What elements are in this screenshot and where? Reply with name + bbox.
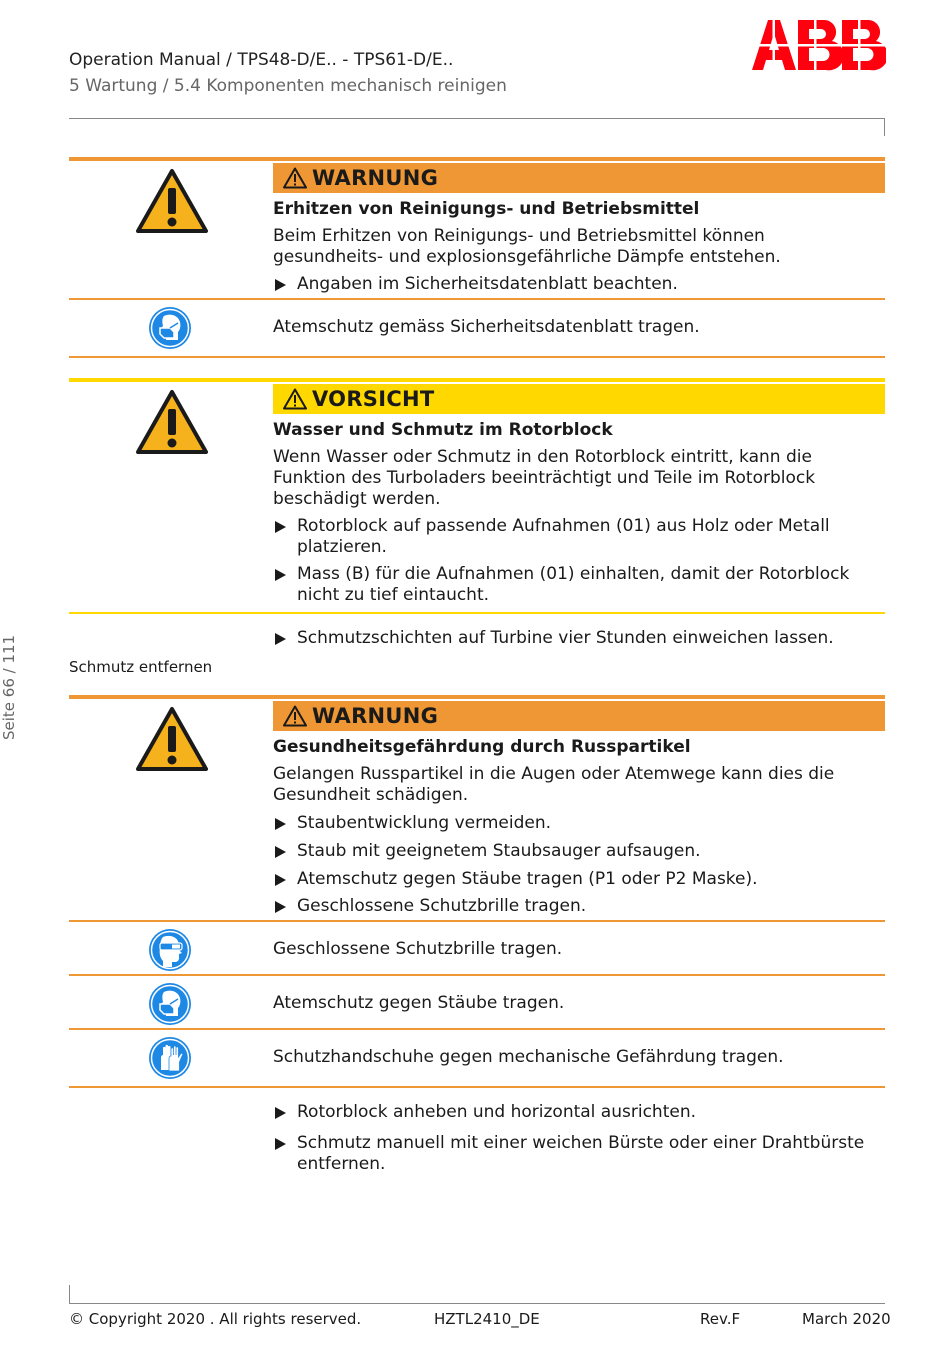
hazard-text: Gelangen Russpartikel in die Augen oder Atemwege kann dies die Gesundheit schädigen. bbox=[273, 764, 835, 805]
signal-word: WARNUNG bbox=[312, 166, 439, 190]
ppe-instruction: Atemschutz gemäss Sicherheitsdatenblatt tragen. bbox=[273, 317, 700, 337]
instruction-item: Rotorblock anheben und horizontal ausrichten. bbox=[273, 1102, 873, 1123]
footer-rule bbox=[69, 1303, 885, 1304]
warning-triangle-icon bbox=[283, 705, 307, 727]
warning-triangle-icon bbox=[283, 167, 307, 189]
arrow-bullet-icon bbox=[275, 846, 286, 858]
hazard-warning-icon bbox=[136, 706, 208, 772]
arrow-bullet-icon bbox=[275, 901, 286, 913]
page-number-vertical: Seite 66 / 111 bbox=[0, 634, 18, 740]
copyright: © Copyright 2020 . All rights reserved. bbox=[69, 1310, 362, 1328]
instruction-item: Staub mit geeignetem Staubsauger aufsaugen. bbox=[273, 841, 873, 862]
warning-top-rule bbox=[69, 157, 885, 161]
warning-top-rule bbox=[69, 695, 885, 699]
respirator-icon bbox=[148, 982, 192, 1026]
gloves-icon bbox=[148, 1036, 192, 1080]
instruction-item: Mass (B) für die Aufnahmen (01) einhalten, damit der Rotorblock nicht zu tief eintaucht. bbox=[273, 564, 873, 606]
goggles-icon bbox=[148, 928, 192, 972]
warning-bottom-rule bbox=[69, 1086, 885, 1088]
publication-date: March 2020 bbox=[802, 1310, 891, 1328]
signal-word: VORSICHT bbox=[312, 387, 435, 411]
ppe-separator bbox=[69, 974, 885, 976]
ppe-separator bbox=[69, 298, 885, 300]
arrow-bullet-icon bbox=[275, 569, 286, 581]
caution-bottom-rule bbox=[69, 612, 885, 614]
hazard-heading: Gesundheitsgefährdung durch Russpartikel bbox=[273, 737, 691, 757]
warning-banner bbox=[273, 701, 885, 731]
hazard-text: Wenn Wasser oder Schmutz in den Rotorblock eintritt, kann die Funktion des Turboladers beeinträchtigt und Teile im Rotorblock beschädigt werden. bbox=[273, 447, 816, 509]
instruction-item: Staubentwicklung vermeiden. bbox=[273, 813, 873, 834]
header-rule-tick bbox=[884, 118, 885, 136]
instruction-item: Rotorblock auf passende Aufnahmen (01) aus Holz oder Metall platzieren. bbox=[273, 516, 873, 558]
abb-logo bbox=[752, 18, 886, 74]
ppe-instruction: Atemschutz gegen Stäube tragen. bbox=[273, 993, 565, 1013]
warning-triangle-icon bbox=[283, 388, 307, 410]
caution-banner bbox=[273, 384, 885, 414]
arrow-bullet-icon bbox=[275, 874, 286, 886]
signal-word: WARNUNG bbox=[312, 704, 439, 728]
hazard-text: Beim Erhitzen von Reinigungs- und Betriebsmittel können gesundheits- und explosionsgefährliche Dämpfe entstehen. bbox=[273, 226, 781, 267]
respirator-icon bbox=[148, 306, 192, 350]
hazard-caution-icon bbox=[136, 389, 208, 455]
section-breadcrumb: 5 Wartung / 5.4 Komponenten mechanisch reinigen bbox=[69, 76, 507, 96]
document-id: HZTL2410_DE bbox=[434, 1310, 540, 1328]
hazard-warning-icon bbox=[136, 168, 208, 234]
instruction-item: Geschlossene Schutzbrille tragen. bbox=[273, 896, 873, 917]
arrow-bullet-icon bbox=[275, 633, 286, 645]
warning-banner bbox=[273, 163, 885, 193]
instruction-item: Angaben im Sicherheitsdatenblatt beachten. bbox=[273, 274, 873, 295]
arrow-bullet-icon bbox=[275, 1138, 286, 1150]
arrow-bullet-icon bbox=[275, 521, 286, 533]
ppe-instruction: Schutzhandschuhe gegen mechanische Gefährdung tragen. bbox=[273, 1047, 784, 1067]
ppe-instruction: Geschlossene Schutzbrille tragen. bbox=[273, 939, 563, 959]
hazard-heading: Wasser und Schmutz im Rotorblock bbox=[273, 420, 613, 440]
header-rule bbox=[69, 118, 885, 119]
caution-top-rule bbox=[69, 378, 885, 382]
arrow-bullet-icon bbox=[275, 1107, 286, 1119]
arrow-bullet-icon bbox=[275, 279, 286, 291]
footer-rule-tick bbox=[69, 1285, 70, 1303]
ppe-separator bbox=[69, 920, 885, 922]
arrow-bullet-icon bbox=[275, 818, 286, 830]
ppe-separator bbox=[69, 1028, 885, 1030]
section-label: Schmutz entfernen bbox=[69, 658, 213, 676]
document-title: Operation Manual / TPS48-D/E.. - TPS61-D/E.. bbox=[69, 50, 454, 70]
revision: Rev.F bbox=[700, 1310, 741, 1328]
instruction-item: Atemschutz gegen Stäube tragen (P1 oder P2 Maske). bbox=[273, 869, 873, 890]
instruction-item: Schmutz manuell mit einer weichen Bürste oder einer Drahtbürste entfernen. bbox=[273, 1133, 873, 1175]
instruction-item: Schmutzschichten auf Turbine vier Stunden einweichen lassen. bbox=[273, 628, 873, 649]
warning-bottom-rule bbox=[69, 356, 885, 358]
hazard-heading: Erhitzen von Reinigungs- und Betriebsmittel bbox=[273, 199, 700, 219]
